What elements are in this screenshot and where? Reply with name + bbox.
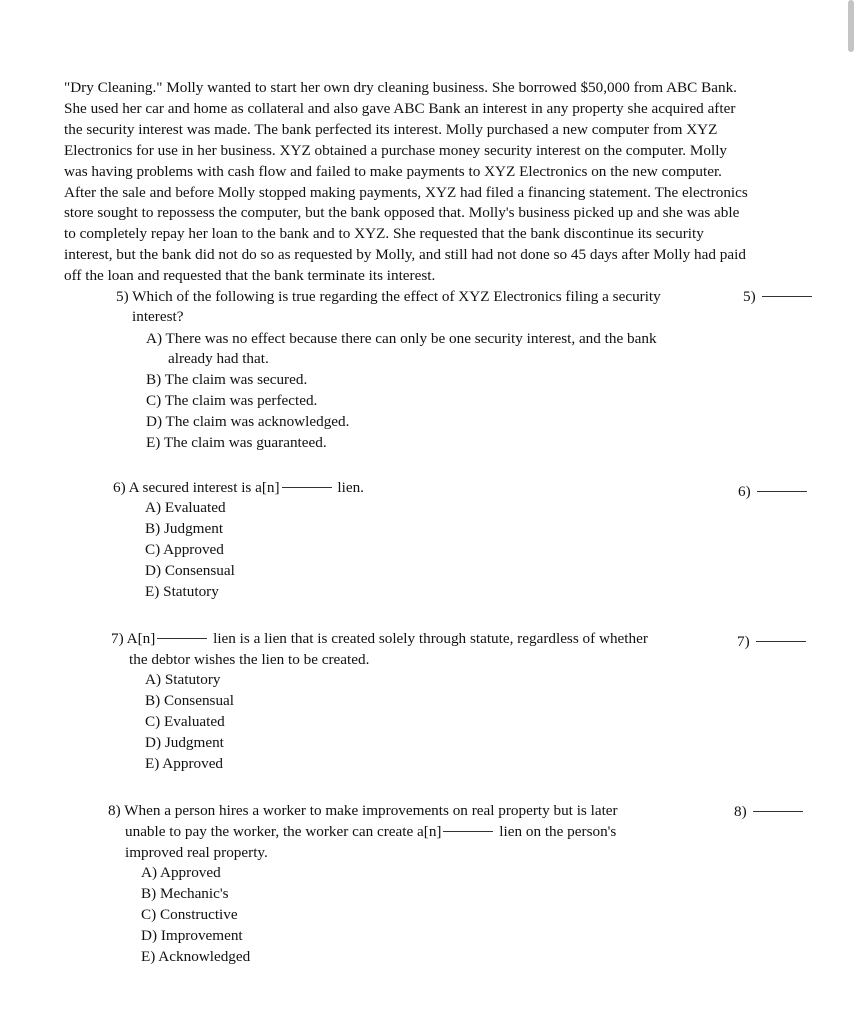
scenario-line: She used her car and home as collateral and also gave ABC Bank an interest in any property she acquired after: [64, 99, 736, 117]
question-7-option-c: C) Evaluated: [145, 713, 225, 730]
question-8-option-b: B) Mechanic's: [141, 885, 229, 902]
question-6-option-b: B) Judgment: [145, 520, 224, 537]
question-5-answer-slot[interactable]: [743, 287, 812, 307]
scenario-line: to completely repay her loan to the bank and to XYZ. She requested that the bank discontinue its security: [64, 225, 704, 243]
question-7-option-b: B) Consensual: [145, 692, 235, 709]
question-5-number: 5): [743, 288, 756, 305]
question-8-stem-end: improved real property.: [125, 844, 268, 861]
scenario-line: was having problems with cash flow and failed to make payments to XYZ Electronics on the new computer.: [64, 162, 722, 180]
question-6-option-d: D) Consensual: [145, 562, 235, 579]
question-8-answer-blank[interactable]: [753, 811, 803, 812]
question-8-option-e: E) Acknowledged: [141, 948, 251, 965]
question-7-option-d: D) Judgment: [145, 734, 224, 751]
question-6-option-a: A) Evaluated: [145, 499, 226, 516]
question-7-answer-slot[interactable]: [737, 632, 806, 652]
question-7-option-a: A) Statutory: [145, 671, 221, 688]
question-5-option-d: D) The claim was acknowledged.: [146, 413, 350, 430]
question-6-option-e: E) Statutory: [145, 583, 219, 600]
question-6-number: 6): [738, 483, 751, 500]
question-7-stem-after: lien is a lien that is created solely through statute, regardless of whether: [213, 630, 648, 647]
question-8-inline-blank: [443, 831, 493, 832]
scrollbar-thumb[interactable]: [848, 0, 854, 52]
question-5-answer-blank[interactable]: [762, 296, 812, 297]
question-5-stem-continued: interest?: [132, 308, 184, 325]
question-6-inline-blank: [282, 487, 332, 488]
question-8-option-c: C) Constructive: [141, 906, 238, 923]
question-6-stem-after: lien.: [337, 479, 364, 496]
question-7-option-e: E) Approved: [145, 755, 224, 772]
question-8-number: 8): [734, 803, 747, 820]
scenario-line: off the loan and requested that the bank terminate its interest.: [64, 267, 436, 285]
question-7-stem-continued: the debtor wishes the lien to be created.: [129, 651, 370, 668]
question-8-stem-after: lien on the person's: [499, 823, 617, 840]
scenario-line: After the sale and before Molly stopped making payments, XYZ had filed a financing statement. The electronics: [64, 183, 748, 201]
scenario-line: "Dry Cleaning." Molly wanted to start her own dry cleaning business. She borrowed $50,000 from ABC Bank.: [64, 79, 737, 96]
question-6-stem-before: 6) A secured interest is a[n]: [113, 479, 280, 496]
scenario-paragraph: [64, 78, 824, 287]
question-5-option-e: E) The claim was guaranteed.: [146, 434, 327, 451]
question-8-stem-before: unable to pay the worker, the worker can create a[n]: [125, 823, 442, 840]
question-8-stem-continued: [125, 822, 616, 842]
scenario-line: Electronics for use in her business. XYZ obtained a purchase money security interest on the computer. Molly: [64, 141, 728, 159]
question-6-stem: [113, 478, 364, 498]
scenario-line: interest, but the bank did not do so as requested by Molly, and still had not done so 45 days after Molly had paid: [64, 246, 746, 264]
question-5-option-a: A) There was no effect because there can only be one security interest, and the bank: [146, 330, 657, 347]
question-7-inline-blank: [157, 638, 207, 639]
question-6-option-c: C) Approved: [145, 541, 224, 558]
question-8-stem: 8) When a person hires a worker to make improvements on real property but is later: [108, 802, 618, 819]
scenario-line: store sought to repossess the computer, but the bank opposed that. Molly's business picked up and she was able: [64, 204, 740, 222]
question-7-stem: [111, 629, 648, 649]
scenario-line: the security interest was made. The bank perfected its interest. Molly purchased a new computer from XYZ: [64, 120, 718, 138]
question-6-answer-blank[interactable]: [757, 491, 807, 492]
question-5-stem: 5) Which of the following is true regarding the effect of XYZ Electronics filing a security: [116, 288, 661, 305]
question-5-option-a-continued: already had that.: [168, 350, 269, 367]
question-8-answer-slot[interactable]: [734, 802, 803, 822]
question-8-option-a: A) Approved: [141, 864, 221, 881]
question-7-answer-blank[interactable]: [756, 641, 806, 642]
question-7-number: 7): [737, 633, 750, 650]
question-8-option-d: D) Improvement: [141, 927, 243, 944]
question-5-option-c: C) The claim was perfected.: [146, 392, 318, 409]
question-5-option-b: B) The claim was secured.: [146, 371, 308, 388]
question-7-stem-before: 7) A[n]: [111, 630, 156, 647]
question-6-answer-slot[interactable]: [738, 482, 807, 502]
